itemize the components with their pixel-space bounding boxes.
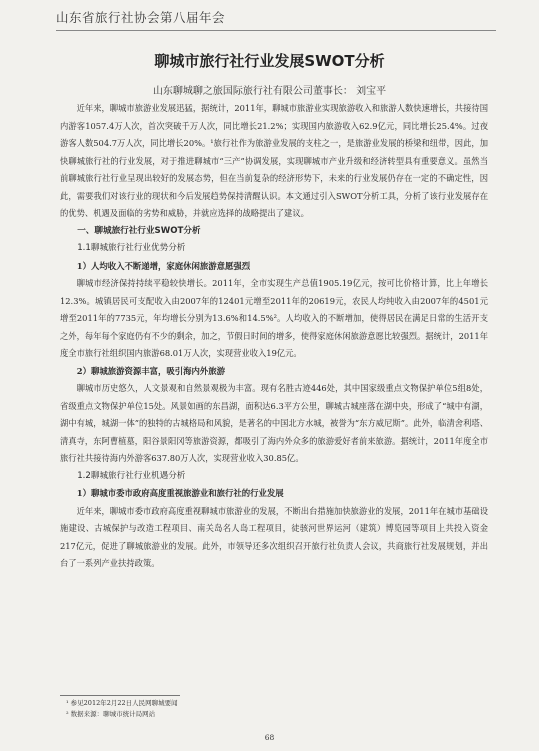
article-author: 山东聊城聊之旅国际旅行社有限公司董事长： 刘宝平 <box>152 86 387 97</box>
article-body <box>60 100 488 573</box>
page-number: 68 <box>264 733 275 742</box>
intro-paragraph: 近年来，聊城市旅游业发展迅猛，据统计，2011年，聊城市旅游业实现旅游收入和旅游人数快速增长，共接待国内游客1057.4万人次，首次突破千万人次，同比增长21.2%；实现国内旅游收入62.9亿元，同比增长25.4%。过夜游客人数504.7万人次，同比增长20%。¹旅行社作为旅游业发展的支柱之一，是旅游业发展的桥梁和纽带，因此，加快聊城旅行社的行业发展，对于推进聊城市“三产”协调发展，实现聊城市产业升级和经济转型具有重要意义。虽然当前聊城旅行社行业呈现出较好的发展态势，但在当前复杂的经济形势下，未来的行业发展仍存在一定的不确定性，因此，需要我们对该行业的现状和今后发展趋势保持清醒认识。本文通过引入SWOT分析工具，分析了该行业发展存在的优势、机遇及面临的劣势和威胁，并就应选择的战略提出了建议。 <box>60 103 488 218</box>
point-heading-government: 1）聊城市委市政府高度重视旅游业和旅行社的行业发展 <box>76 488 284 498</box>
point-heading-resources: 2）聊城旅游资源丰富，吸引海内外旅游 <box>76 365 225 376</box>
footnotes <box>66 698 178 720</box>
footnote-1: ¹ 参见2012年2月22日人民网聊城要闻 <box>66 699 178 707</box>
subsection-heading-strengths: 1.1聊城旅行社行业优势分析 <box>77 243 186 253</box>
footnote-divider <box>60 695 180 696</box>
section-heading: 一、聊城旅行社行业SWOT分析 <box>77 225 201 236</box>
subsection-heading-opportunities: 1.2聊城旅行社行业机遇分析 <box>77 470 186 481</box>
point-heading-income: 1）人均收入不断递增，家庭休闲旅游意愿强烈 <box>76 260 251 271</box>
running-header: 山东省旅行社协会第八届年会 <box>56 8 496 31</box>
paragraph-government: 近年来，聊城市委市政府高度重视聊城市旅游业的发展，不断出台措施加快旅游业的发展，2011年在城市基础设施建设、古城保护与改造工程项目、南关岛名人岛工程项目，徒骇河世界运河（建筑）博览园等项目上共投入资金217亿元，促进了聊城旅游业的发展。此外，市领导还多次组织召开旅行社负责人会议，共商旅行社发展规划，并出台了一系列产业扶持政策。 <box>60 505 488 568</box>
footnote-2: ² 数据来源：聊城市统计局网站 <box>66 710 156 718</box>
paragraph-resources: 聊城市历史悠久，人文景观和自然景观极为丰富。现有名胜古迹446处，其中国家级重点文物保护单位5组8处，省级重点文物保护单位15处。风景如画的东昌湖，面积达6.3平方公里，聊城古城座落在湖中央，形成了“城中有湖，湖中有城，城湖一体”的独特的古城格局和风貌，是著名的中国北方水城，被誉为“东方威尼斯”。此外，临清舍利塔、清真寺，东阿曹植墓，阳谷景阳冈等旅游资源，都吸引了海内外众多的旅游爱好者前来旅游。据统计，2011年度全市旅行社共接待海内外游客637.80万人次，实现营业收入30.85亿。 <box>60 383 488 463</box>
article-title: 聊城市旅行社行业发展SWOT分析 <box>154 52 385 70</box>
paragraph-income: 聊城市经济保持持续平稳较快增长。2011年，全市实现生产总值1905.19亿元，按可比价格计算，比上年增长12.3%。城镇居民可支配收入由2007年的12401元增至2011年的20619元，农民人均纯收入由2007年的4501元增至2011年的7735元，年均增长分别为13.6%和14.5%²。人均收入的不断增加，使得居民在满足日常的生活开支之外，每年每个家庭仍有不少的剩余，加之，节假日时间的增多，使得家庭休闲旅游意愿比较强烈。据统计，2011年度全市旅行社组织国内旅游68.01万人次，实现营业收入19亿元。 <box>60 278 488 358</box>
